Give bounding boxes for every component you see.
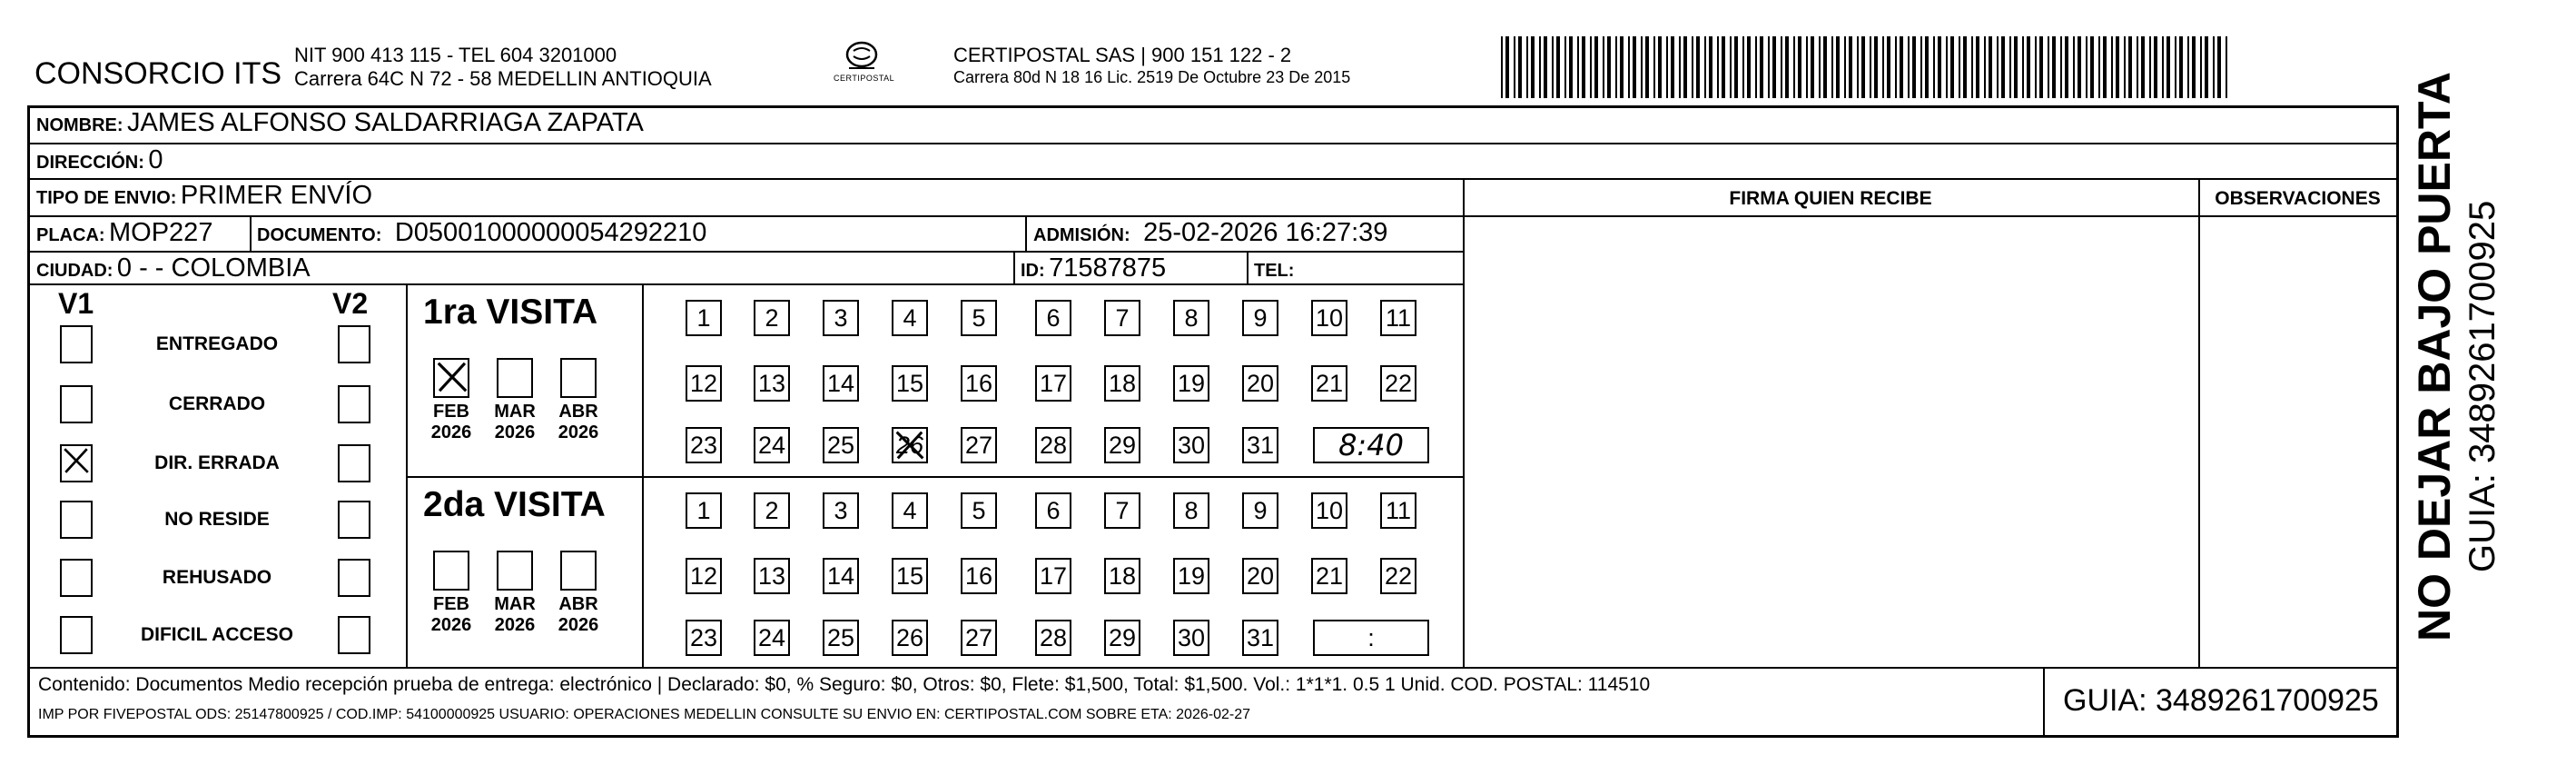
documento-field — [257, 218, 706, 248]
barcode-bar — [1564, 36, 1566, 98]
side-guia: GUIA: 3489261700925 — [2462, 200, 2502, 572]
barcode-bar — [1666, 36, 1668, 98]
v2-checkbox[interactable] — [338, 616, 370, 654]
barcode-bar — [1806, 36, 1808, 98]
month-checkbox[interactable] — [433, 551, 469, 591]
documento-value: D05001000000054292210 — [394, 218, 707, 247]
rule — [1013, 251, 1015, 283]
v1-checkbox[interactable] — [60, 325, 93, 363]
placa-value: MOP227 — [109, 218, 213, 247]
reason-label: NO RESIDE — [164, 509, 270, 530]
month-year: 2026 — [430, 422, 472, 442]
day-box[interactable]: 7 — [1104, 300, 1140, 336]
barcode-bar — [1768, 36, 1770, 98]
barcode-bar — [1908, 36, 1910, 98]
documento-label: DOCUMENTO: — [257, 225, 382, 245]
v2-checkbox[interactable] — [338, 385, 370, 423]
license-line: Carrera 80d N 18 16 Lic. 2519 De Octubre 23 De 2015 — [953, 68, 1351, 86]
month-year: 2026 — [558, 422, 599, 442]
v1-checkbox[interactable] — [60, 616, 93, 654]
barcode-bar — [1785, 36, 1789, 98]
barcode-bar — [1653, 36, 1655, 98]
barcode-bar — [1552, 36, 1554, 98]
day-box[interactable]: 3 — [823, 300, 859, 336]
barcode-bar — [1628, 36, 1630, 98]
rule — [30, 143, 2397, 144]
barcode-bar — [2124, 36, 2126, 98]
barcode-bar — [1679, 36, 1681, 98]
month-checkbox[interactable] — [433, 358, 469, 398]
barcode-bar — [1861, 36, 1865, 98]
barcode-bar — [1946, 36, 1948, 98]
day-box[interactable]: 15 — [892, 365, 928, 402]
day-box[interactable]: 28 — [1035, 427, 1071, 463]
rule — [1247, 251, 1249, 283]
barcode-bar — [2217, 36, 2221, 98]
barcode-bar — [2022, 36, 2024, 98]
day-box[interactable]: 28 — [1035, 620, 1071, 656]
check-mark-icon — [62, 446, 91, 475]
reason-label: CERRADO — [168, 393, 266, 414]
admision-label: ADMISIÓN: — [1033, 225, 1130, 245]
contenido-line: Contenido: Documentos Medio recepción prueba de entrega: electrónico | Declarado: $0, % Seguro: $0, Otros: $0, Flete: $1,500, Total: $1,500. Vol.: 1*1*1. 0.5 1 Unid. COD. POSTAL: 114510 — [38, 674, 1651, 695]
v2-checkbox[interactable] — [338, 559, 370, 597]
barcode-bar — [2175, 36, 2176, 98]
barcode-bar — [2060, 36, 2062, 98]
rule — [642, 283, 644, 667]
barcode-bar — [2137, 36, 2138, 98]
barcode-bar — [2162, 36, 2164, 98]
visit-title: 1ra VISITA — [423, 293, 598, 332]
barcode-bar — [2192, 36, 2196, 98]
day-box[interactable]: 9 — [1242, 300, 1278, 336]
month-label — [551, 594, 606, 636]
tel-field — [1254, 253, 1294, 283]
barcode-bar — [1526, 36, 1528, 98]
visit-time: : — [1367, 624, 1375, 651]
barcode-bar — [1895, 36, 1897, 98]
barcode-bar — [1658, 36, 1662, 98]
tipo-envio-label: TIPO DE ENVIO: — [36, 188, 177, 208]
day-box[interactable]: 18 — [1104, 365, 1140, 402]
day-box[interactable]: 1 — [686, 300, 722, 336]
month-year: 2026 — [558, 615, 599, 635]
day-box[interactable]: 26 — [892, 620, 928, 656]
day-box[interactable]: 4 — [892, 492, 928, 529]
day-box[interactable]: 30 — [1173, 427, 1209, 463]
barcode-bar — [1531, 36, 1535, 98]
imp-line: IMP POR FIVEPOSTAL ODS: 25147800925 / COD.IMP: 54100000925 USUARIO: OPERACIONES MEDELLIN CONSULTE SU ENVIO EN: CERTIPOSTAL.COM SOBRE ETA: 2026-02-27 — [38, 707, 1250, 722]
barcode-bar — [1760, 36, 1763, 98]
barcode-bar — [1615, 36, 1617, 98]
barcode-bar — [1633, 36, 1636, 98]
day-box[interactable]: 1 — [686, 492, 722, 529]
day-box[interactable]: 3 — [823, 492, 859, 529]
barcode-bar — [2226, 36, 2227, 98]
firma-header: FIRMA QUIEN RECIBE — [1729, 188, 1932, 209]
barcode-bar — [1836, 36, 1840, 98]
barcode-bar — [2039, 36, 2043, 98]
barcode-bar — [1984, 36, 1986, 98]
month-year: 2026 — [494, 422, 536, 442]
day-box[interactable]: 23 — [686, 427, 722, 463]
barcode-bar — [1950, 36, 1954, 98]
month-label — [424, 594, 479, 636]
barcode-bar — [2027, 36, 2030, 98]
rule — [2198, 178, 2200, 667]
month-year: 2026 — [430, 615, 472, 635]
day-box[interactable]: 11 — [1380, 300, 1416, 336]
day-box[interactable]: 6 — [1035, 300, 1071, 336]
day-box[interactable]: 8 — [1173, 492, 1209, 529]
day-box[interactable]: 12 — [686, 558, 722, 594]
barcode-bar — [2052, 36, 2056, 98]
day-box[interactable]: 11 — [1380, 492, 1416, 529]
rule — [30, 283, 1463, 285]
v1-checkbox[interactable] — [60, 385, 93, 423]
barcode-bar — [1709, 36, 1712, 98]
barcode-bar — [1823, 36, 1827, 98]
observaciones-header: OBSERVACIONES — [2215, 188, 2381, 209]
barcode-bar — [1514, 36, 1515, 98]
rule — [1463, 178, 1465, 667]
check-mark-icon — [893, 429, 926, 462]
tel-label: TEL: — [1254, 261, 1295, 281]
day-box[interactable]: 24 — [754, 427, 790, 463]
barcode-bar — [1620, 36, 1624, 98]
barcode-bar — [1938, 36, 1941, 98]
barcode-bar — [1505, 36, 1509, 98]
v2-checkbox[interactable] — [338, 325, 370, 363]
month-checkbox[interactable] — [497, 551, 533, 591]
check-mark-icon — [435, 360, 469, 394]
ciudad-label: CIUDAD: — [36, 261, 114, 281]
day-box[interactable]: 6 — [1035, 492, 1071, 529]
barcode-bar — [1997, 36, 1999, 98]
nombre-label: NOMBRE: — [36, 115, 123, 135]
barcode-bar — [1704, 36, 1706, 98]
day-box[interactable]: 27 — [961, 427, 997, 463]
admision-value: 25-02-2026 16:27:39 — [1143, 218, 1388, 247]
day-box[interactable]: 30 — [1173, 620, 1209, 656]
barcode-bar — [2154, 36, 2157, 98]
barcode-bar — [2090, 36, 2094, 98]
month-label — [551, 402, 606, 443]
rule — [406, 283, 408, 667]
nit-line: NIT 900 413 115 - TEL 604 3201000 — [294, 44, 617, 66]
day-box[interactable]: 13 — [754, 365, 790, 402]
day-box[interactable]: 20 — [1242, 558, 1278, 594]
month-name: FEB — [433, 402, 469, 422]
month-checkbox[interactable] — [560, 358, 597, 398]
day-box[interactable]: 23 — [686, 620, 722, 656]
day-box[interactable]: 5 — [961, 492, 997, 529]
barcode-bar — [1645, 36, 1649, 98]
barcode-bar — [1722, 36, 1725, 98]
barcode-bar — [1755, 36, 1757, 98]
barcode-bar — [1989, 36, 1992, 98]
day-box[interactable]: 21 — [1311, 558, 1347, 594]
barcode-bar — [1518, 36, 1522, 98]
barcode-bar — [2065, 36, 2068, 98]
barcode-bar — [2009, 36, 2011, 98]
barcode-bar — [1844, 36, 1846, 98]
guia-number: GUIA: 3489261700925 — [2063, 683, 2379, 718]
day-box[interactable]: 8 — [1173, 300, 1209, 336]
barcode-bar — [2179, 36, 2183, 98]
day-box[interactable]: 31 — [1242, 620, 1278, 656]
barcode-bar — [1747, 36, 1751, 98]
placa-label: PLACA: — [36, 225, 105, 245]
address-line: Carrera 64C N 72 - 58 MEDELLIN ANTIOQUIA — [294, 67, 712, 90]
rule — [30, 215, 2397, 217]
barcode-bar — [1730, 36, 1732, 98]
day-box[interactable]: 14 — [823, 365, 859, 402]
barcode-bar — [2200, 36, 2202, 98]
day-box[interactable]: 9 — [1242, 492, 1278, 529]
certipostal-info — [953, 44, 1350, 87]
no-dejar-bajo-puerta: NO DEJAR BAJO PUERTA — [2409, 72, 2460, 641]
rule — [1025, 215, 1027, 251]
ciudad-field — [36, 253, 311, 283]
barcode-bar — [2098, 36, 2100, 98]
rule — [2043, 667, 2045, 735]
barcode-bar — [2014, 36, 2018, 98]
day-box[interactable]: 16 — [961, 365, 997, 402]
certipostal-line: CERTIPOSTAL SAS | 900 151 122 - 2 — [953, 44, 1292, 66]
barcode-bar — [2073, 36, 2075, 98]
month-label — [424, 402, 479, 443]
barcode-bar — [1590, 36, 1592, 98]
barcode-bar — [1544, 36, 1547, 98]
barcode-bar — [1870, 36, 1871, 98]
day-box[interactable]: 10 — [1311, 492, 1347, 529]
barcode-bar — [1607, 36, 1611, 98]
barcode-bar — [2078, 36, 2081, 98]
barcode-bar — [2111, 36, 2113, 98]
barcode-bar — [2141, 36, 2145, 98]
barcode-bar — [2128, 36, 2132, 98]
barcode-bar — [1976, 36, 1979, 98]
id-label: ID: — [1021, 261, 1045, 281]
v1-checkbox[interactable] — [60, 559, 93, 597]
barcode-bar — [1742, 36, 1744, 98]
day-box[interactable]: 17 — [1035, 365, 1071, 402]
rule — [250, 215, 252, 251]
day-box[interactable]: 2 — [754, 492, 790, 529]
barcode-bar — [1641, 36, 1643, 98]
day-box[interactable]: 2 — [754, 300, 790, 336]
admision-field — [1033, 218, 1387, 248]
nombre-row — [36, 108, 644, 138]
day-box[interactable]: 29 — [1104, 427, 1140, 463]
barcode-bar — [1734, 36, 1738, 98]
barcode-bar — [1971, 36, 1973, 98]
reason-label: REHUSADO — [162, 567, 272, 588]
rule — [2397, 143, 2399, 667]
day-box[interactable]: 21 — [1311, 365, 1347, 402]
day-box[interactable]: 25 — [823, 427, 859, 463]
barcode-bar — [1925, 36, 1929, 98]
barcode-bar — [1811, 36, 1814, 98]
nombre-value: JAMES ALFONSO SALDARRIAGA ZAPATA — [127, 108, 644, 137]
barcode-bar — [2116, 36, 2119, 98]
day-box[interactable]: 25 — [823, 620, 859, 656]
day-box[interactable]: 29 — [1104, 620, 1140, 656]
month-name: FEB — [433, 594, 469, 614]
barcode-bar — [1882, 36, 1884, 98]
day-box[interactable]: 13 — [754, 558, 790, 594]
barcode-bar — [1900, 36, 1903, 98]
month-checkbox[interactable] — [497, 358, 533, 398]
barcode — [1501, 36, 2227, 98]
barcode-bar — [1696, 36, 1700, 98]
day-box[interactable]: 26 — [892, 427, 928, 463]
barcode-bar — [1819, 36, 1821, 98]
day-box[interactable]: 16 — [961, 558, 997, 594]
barcode-bar — [2187, 36, 2189, 98]
barcode-bar — [1798, 36, 1801, 98]
barcode-bar — [1959, 36, 1960, 98]
company-name: CONSORCIO ITS — [35, 56, 282, 91]
reason-label: DIR. ERRADA — [154, 452, 280, 473]
placa-field — [36, 218, 212, 248]
barcode-bar — [1933, 36, 1935, 98]
rule — [406, 476, 1463, 478]
day-box[interactable]: 20 — [1242, 365, 1278, 402]
day-box[interactable]: 10 — [1311, 300, 1347, 336]
barcode-bar — [1556, 36, 1560, 98]
rule — [30, 667, 2397, 669]
barcode-bar — [1849, 36, 1852, 98]
month-name: ABR — [558, 402, 598, 422]
v1-checkbox[interactable] — [60, 501, 93, 539]
certipostal-logo-icon — [844, 41, 880, 72]
visit-title: 2da VISITA — [423, 485, 606, 524]
day-box[interactable]: 15 — [892, 558, 928, 594]
direccion-label: DIRECCIÓN: — [36, 153, 144, 173]
barcode-bar — [1920, 36, 1922, 98]
v2-checkbox[interactable] — [338, 501, 370, 539]
ciudad-value: 0 - - COLOMBIA — [116, 253, 311, 283]
certipostal-logo — [834, 41, 895, 83]
barcode-bar — [1671, 36, 1674, 98]
day-box[interactable]: 5 — [961, 300, 997, 336]
logo-text: CERTIPOSTAL — [834, 74, 895, 83]
day-box[interactable]: 19 — [1173, 365, 1209, 402]
barcode-bar — [2213, 36, 2215, 98]
month-name: MAR — [494, 594, 536, 614]
barcode-bar — [2086, 36, 2087, 98]
barcode-bar — [1594, 36, 1598, 98]
visit-time: 8:40 — [1338, 428, 1404, 462]
reason-label: DIFICIL ACCESO — [140, 624, 293, 645]
tipo-envio-row — [36, 181, 372, 211]
barcode-bar — [1501, 36, 1503, 98]
day-box[interactable]: 22 — [1380, 558, 1416, 594]
day-box[interactable]: 19 — [1173, 558, 1209, 594]
tipo-envio-value: PRIMER ENVÍO — [180, 181, 373, 210]
direccion-value: 0 — [148, 145, 163, 174]
barcode-bar — [1857, 36, 1859, 98]
month-year: 2026 — [494, 615, 536, 635]
time-box[interactable] — [1313, 620, 1429, 656]
company-nit — [294, 44, 712, 91]
day-box[interactable]: 27 — [961, 620, 997, 656]
barcode-bar — [1577, 36, 1579, 98]
barcode-bar — [2205, 36, 2208, 98]
reason-label: ENTREGADO — [155, 333, 279, 354]
day-box[interactable]: 14 — [823, 558, 859, 594]
month-name: MAR — [494, 402, 536, 422]
barcode-bar — [1963, 36, 1967, 98]
barcode-bar — [1539, 36, 1541, 98]
barcode-bar — [1603, 36, 1604, 98]
month-label — [488, 402, 542, 443]
barcode-bar — [2001, 36, 2005, 98]
barcode-bar — [1874, 36, 1878, 98]
time-box[interactable] — [1313, 427, 1429, 463]
month-name: ABR — [558, 594, 598, 614]
id-value: 71587875 — [1049, 253, 1167, 283]
v2-label: V2 — [332, 287, 369, 320]
day-box[interactable]: 31 — [1242, 427, 1278, 463]
barcode-bar — [1887, 36, 1890, 98]
day-box[interactable]: 7 — [1104, 492, 1140, 529]
barcode-bar — [2048, 36, 2049, 98]
barcode-bar — [1582, 36, 1585, 98]
barcode-bar — [2035, 36, 2037, 98]
id-field — [1021, 253, 1166, 283]
barcode-bar — [1717, 36, 1719, 98]
day-box[interactable]: 4 — [892, 300, 928, 336]
month-checkbox[interactable] — [560, 551, 597, 591]
barcode-bar — [2103, 36, 2107, 98]
barcode-bar — [1772, 36, 1776, 98]
barcode-bar — [2166, 36, 2170, 98]
day-box[interactable]: 22 — [1380, 365, 1416, 402]
barcode-bar — [2149, 36, 2151, 98]
day-box[interactable]: 24 — [754, 620, 790, 656]
barcode-bar — [1692, 36, 1693, 98]
day-box[interactable]: 18 — [1104, 558, 1140, 594]
day-box[interactable]: 17 — [1035, 558, 1071, 594]
barcode-bar — [1569, 36, 1573, 98]
day-box[interactable]: 12 — [686, 365, 722, 402]
month-label — [488, 594, 542, 636]
v1-label: V1 — [58, 287, 94, 320]
barcode-bar — [1912, 36, 1916, 98]
v2-checkbox[interactable] — [338, 444, 370, 482]
v1-checkbox[interactable] — [60, 444, 93, 482]
barcode-bar — [1831, 36, 1833, 98]
barcode-bar — [1781, 36, 1782, 98]
barcode-bar — [1683, 36, 1687, 98]
rule — [30, 178, 2397, 180]
barcode-bar — [1793, 36, 1795, 98]
direccion-row — [36, 145, 163, 175]
